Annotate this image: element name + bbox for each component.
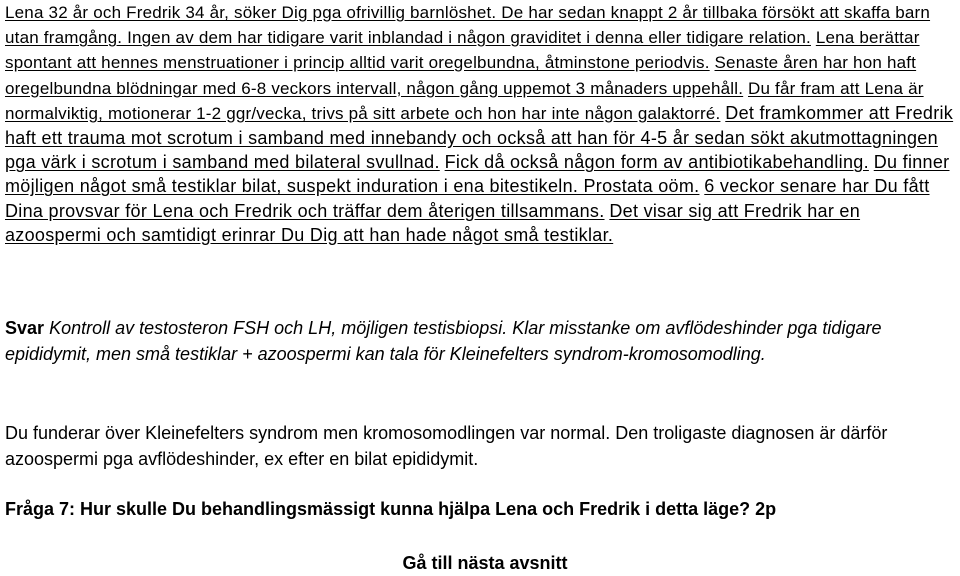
case-examination: Du finner möjligen något små testiklar bilat, suspekt induration i ena bitestikeln. Prostata oöm. [5, 152, 950, 197]
question-7: Fråga 7: Hur skulle Du behandlingsmässigt kunna hjälpa Lena och Fredrik i detta läge? 2p [5, 499, 777, 519]
case-bleeding-interval: Senaste åren har hon haft oregelbundna blödningar med 6-8 veckors intervall, någon gång uppemot 3 månaders uppehåll. [5, 53, 917, 98]
reflection-paragraph: Du funderar över Kleinefelters syndrom men kromosomodlingen var normal. Den troligaste diagnosen är därför azoospermi pga avflödeshinder, ex efter en bilat epididymit. [5, 423, 888, 469]
case-fredrik-trauma: Det framkommer att Fredrik haft ett trauma mot scrotum i samband med innebandy och också att han för 4-5 år sedan sökt akutmottagningen pga värk i scrotum i samband med bilateral svullnad. [5, 102, 954, 173]
case-azoospermia: Det visar sig att Fredrik har en azoospermi och samtidigt erinrar Du Dig att han hade något små testiklar. [5, 200, 861, 245]
answer-label: Svar [5, 318, 45, 338]
next-section-link[interactable] [0, 550, 960, 576]
case-intro: Lena 32 år och Fredrik 34 år, söker Dig pga ofrivillig barnlöshet. De har sedan knappt 2 år tillbaka försökt att skaffa barn utan framgång. Ingen av dem har tidigare varit inblandad i någon graviditet i denna eller tidigare relation. [5, 3, 931, 48]
case-antibiotics: Fick då också någon form av antibiotikabehandling. [444, 152, 869, 173]
answer-block [5, 315, 960, 367]
case-menstruation: Lena berättar spontant att hennes menstruationer i princip alltid varit oregelbundna, åtminstone periodvis. [5, 28, 920, 73]
case-description [5, 0, 960, 247]
case-lifestyle: Du får fram att Lena är normalviktig, motionerar 1-2 ggr/vecka, trivs på sitt arbete och hon har inte någon galaktorré. [5, 78, 924, 123]
answer-text: Kontroll av testosteron FSH och LH, möjligen testisbiopsi. Klar misstanke om avflödeshinder pga tidigare epididymit, men små testiklar + azoospermi kan tala för Kleinefelters syndrom-kromosomodling. [5, 318, 882, 364]
case-followup: 6 veckor senare har Du fått Dina provsvar för Lena och Fredrik och träffar dem återigen tillsammans. [5, 176, 930, 221]
next-section-label[interactable]: Gå till nästa avsnitt [402, 553, 568, 573]
